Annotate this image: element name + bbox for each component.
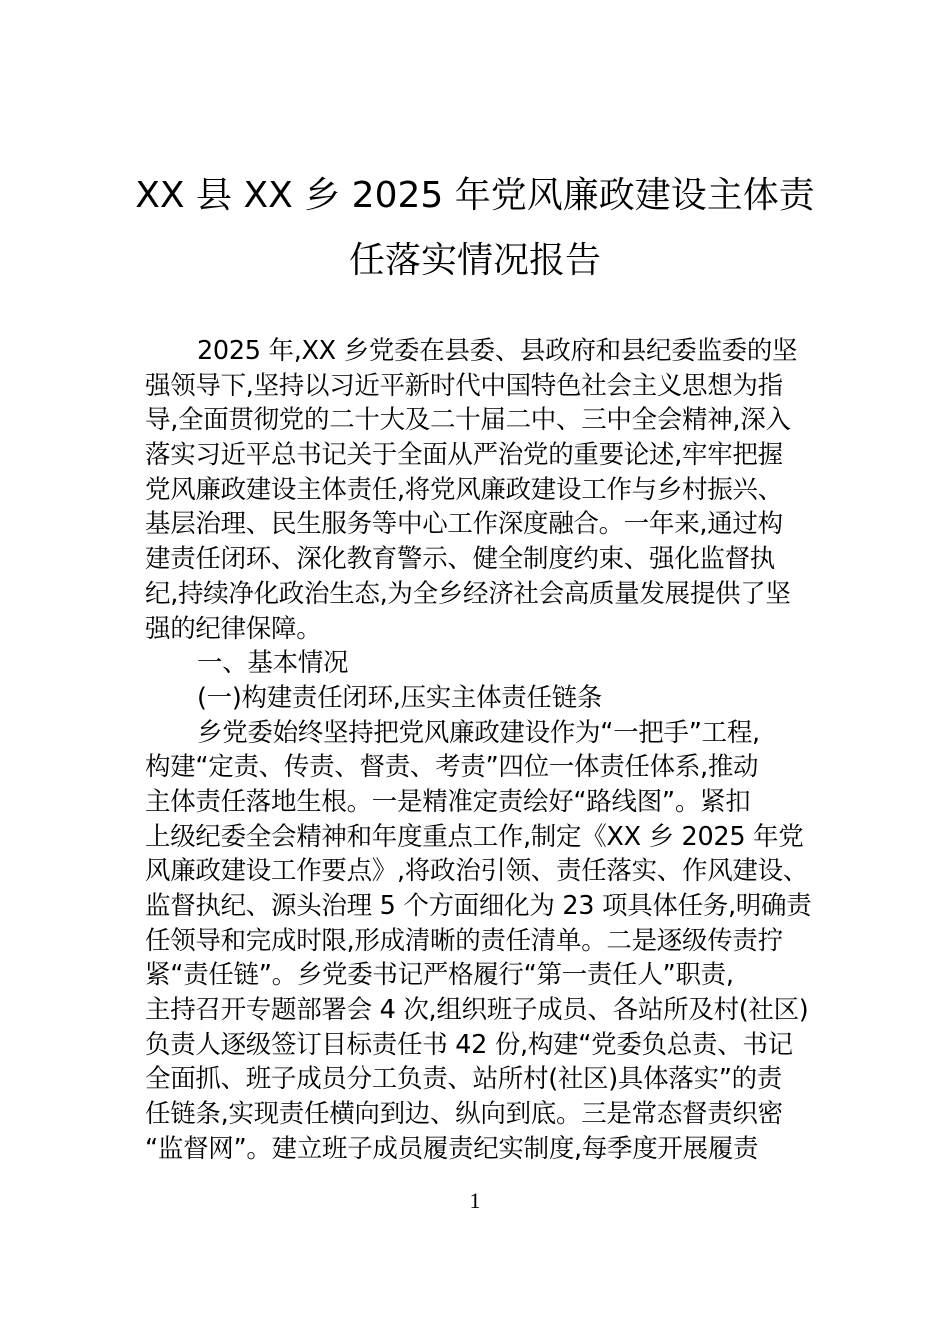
page-number: 1 <box>469 1188 481 1213</box>
body-line: 监督执纪、源头治理 5 个方面细化为 23 项具体任务,明确责 <box>145 891 812 921</box>
document-title-line-1: XX 县 XX 乡 2025 年党风廉政建设主体责 <box>135 175 815 216</box>
body-line: 基层治理、民生服务等中心工作深度融合。一年来,通过构 <box>145 509 783 540</box>
body-line: 强领导下,坚持以习近平新时代中国特色社会主义思想为指 <box>145 370 783 401</box>
body-line: 导,全面贯彻党的二十大及二十届二中、三中全会精神,深入 <box>145 405 791 436</box>
body-line: 2025 年,XX 乡党委在县委、县政府和县纪委监委的坚 <box>197 336 798 366</box>
body-line: “监督网”。建立班子成员履责纪实制度,每季度开展履责 <box>145 1133 759 1164</box>
body-line: 紧“责任链”。乡党委书记严格履行“第一责任人”职责, <box>145 960 734 991</box>
section-heading: 一、基本情况 <box>197 648 349 679</box>
body-line: 全面抓、班子成员分工负责、站所村(社区)具体落实”的责 <box>145 1064 783 1095</box>
document-body <box>145 334 815 1167</box>
body-line: 上级纪委全会精神和年度重点工作,制定《XX 乡 2025 年党 <box>145 821 804 852</box>
body-line: 主持召开专题部署会 4 次,组织班子成员、各站所及村(社区) <box>145 995 809 1026</box>
body-line: 强的纪律保障。 <box>145 613 322 644</box>
body-line: 构建“定责、传责、督责、考责”四位一体责任体系,推动 <box>145 752 759 783</box>
body-line: 任领导和完成时限,形成清晰的责任清单。二是逐级传责拧 <box>145 925 783 956</box>
document-title-line-2: 任落实情况报告 <box>348 240 601 281</box>
subsection-heading: (一)构建责任闭环,压实主体责任链条 <box>197 682 603 713</box>
body-line: 风廉政建设工作要点》,将政治引领、责任落实、作风建设、 <box>145 856 809 887</box>
body-line: 建责任闭环、深化教育警示、健全制度约束、强化监督执 <box>145 544 776 575</box>
body-line: 任链条,实现责任横向到边、纵向到底。三是常态督责织密 <box>145 1099 783 1130</box>
body-line: 党风廉政建设主体责任,将党风廉政建设工作与乡村振兴、 <box>145 474 783 505</box>
body-line: 负责人逐级签订目标责任书 42 份,构建“党委负总责、书记 <box>145 1029 793 1060</box>
body-line: 落实习近平总书记关于全面从严治党的重要论述,牢牢把握 <box>145 440 783 471</box>
body-line: 纪,持续净化政治生态,为全乡经济社会高质量发展提供了坚 <box>145 578 791 609</box>
body-line: 乡党委始终坚持把党风廉政建设作为“一把手”工程, <box>197 717 760 748</box>
body-line: 主体责任落地生根。一是精准定责绘好“路线图”。紧扣 <box>145 786 751 817</box>
